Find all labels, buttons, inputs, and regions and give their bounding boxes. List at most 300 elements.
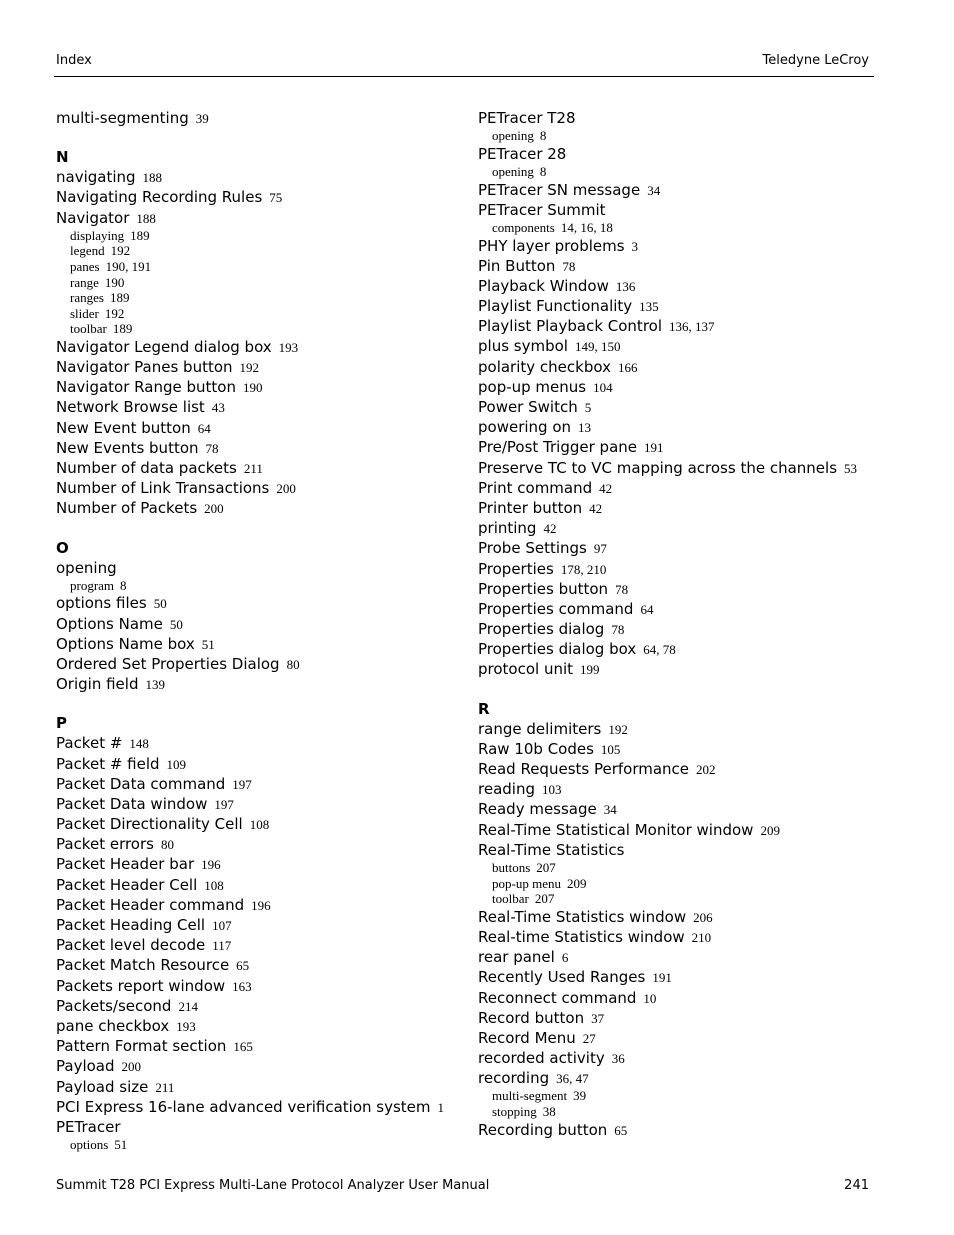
index-term: range delimiters	[478, 719, 602, 738]
index-letter-heading: P	[56, 714, 67, 733]
index-page-refs: 8	[120, 577, 127, 593]
index-entry	[478, 579, 898, 599]
index-term: Number of Packets	[56, 499, 198, 518]
index-page-refs: 34	[647, 182, 661, 198]
index-entry	[478, 296, 898, 316]
index-subentry	[56, 1137, 456, 1153]
index-term: Properties command	[478, 599, 634, 618]
index-entry	[478, 799, 898, 819]
index-term: Playlist Functionality	[478, 297, 633, 316]
index-page-refs: 53	[844, 460, 858, 476]
index-entry	[56, 774, 456, 794]
index-page-refs: 38	[542, 1104, 556, 1120]
index-page-refs: 8	[539, 128, 547, 144]
index-term: Payload size	[56, 1077, 149, 1096]
index-page-refs: 36, 47	[556, 1071, 589, 1087]
index-term: Properties	[478, 559, 554, 578]
index-page-refs: 14, 16, 18	[560, 219, 613, 235]
index-page-refs: 211	[155, 1079, 175, 1095]
index-entry	[56, 558, 456, 578]
index-term: Real-Time Statistics window	[478, 907, 687, 926]
index-term: PETracer T28	[478, 109, 576, 127]
index-page-refs: 200	[276, 481, 296, 497]
index-term: Raw 10b Codes	[478, 739, 594, 758]
index-term: reading	[478, 780, 535, 799]
index-entry	[56, 1097, 456, 1117]
index-entry	[478, 478, 898, 498]
index-term: options files	[56, 594, 147, 613]
index-entry	[56, 357, 456, 377]
index-page-refs: 43	[211, 400, 225, 416]
index-page-refs: 108	[249, 817, 270, 833]
index-page-refs: 10	[643, 990, 657, 1006]
index-subentry	[478, 860, 898, 876]
index-page-refs: 109	[166, 756, 187, 772]
index-term: PCI Express 16-lane advanced verification system	[56, 1097, 431, 1116]
index-page-refs: 78	[562, 258, 576, 274]
index-entry	[478, 927, 898, 947]
index-term: Power Switch	[478, 398, 578, 417]
index-page-refs: 65	[614, 1122, 628, 1138]
header-section-title: Index	[56, 53, 92, 68]
index-entry	[478, 1068, 898, 1088]
index-term: Packets/second	[56, 996, 172, 1015]
index-entry	[56, 754, 456, 774]
index-term: components	[492, 219, 555, 235]
index-term: Packet Data command	[56, 774, 226, 793]
index-subentry	[56, 290, 456, 306]
index-entry	[56, 733, 456, 753]
index-term: Playlist Playback Control	[478, 317, 662, 336]
index-entry	[56, 654, 456, 674]
index-entry	[56, 834, 456, 854]
index-page-refs: 190	[242, 380, 263, 396]
index-term: Record button	[478, 1008, 585, 1027]
index-entry	[56, 976, 456, 996]
index-subentry	[478, 220, 898, 236]
index-entry	[56, 208, 456, 228]
index-term: Navigator Range button	[56, 378, 236, 397]
index-term: PETracer	[56, 1117, 121, 1136]
index-term: Ready message	[478, 800, 597, 819]
index-page-refs: 27	[582, 1030, 596, 1046]
footer-page-number: 241	[844, 1178, 869, 1193]
index-term: ranges	[70, 290, 104, 306]
index-entry	[478, 276, 898, 296]
index-term: opening	[492, 128, 534, 144]
index-entry	[478, 357, 898, 377]
index-subentry	[56, 228, 456, 244]
index-term: Packet Directionality Cell	[56, 815, 243, 834]
index-page-refs: 197	[232, 776, 252, 792]
index-page-refs: 189	[130, 227, 150, 243]
index-term: printing	[478, 519, 537, 538]
index-entry	[56, 955, 456, 975]
index-letter-heading: N	[56, 148, 69, 167]
index-subentry	[478, 876, 898, 892]
index-term: pop-up menu	[492, 875, 561, 891]
index-page-refs: 166	[617, 359, 638, 375]
index-page-refs: 197	[214, 796, 234, 812]
index-entry	[478, 437, 898, 457]
index-entry	[478, 458, 898, 478]
index-entry	[478, 907, 898, 927]
index-term: Packet Match Resource	[56, 956, 230, 975]
index-subentry	[56, 259, 456, 275]
index-page-refs: 39	[195, 111, 209, 126]
index-term: opening	[492, 163, 534, 179]
index-subentry	[56, 578, 456, 594]
index-page-refs: 192	[608, 721, 628, 737]
index-entry	[478, 779, 898, 799]
index-term: multi-segmenting	[56, 109, 189, 127]
index-term: Packet Header command	[56, 895, 245, 914]
index-page-refs: 64, 78	[643, 642, 676, 658]
index-page-refs: 163	[232, 978, 252, 994]
index-page-refs: 192	[239, 360, 260, 376]
index-page-refs: 65	[236, 958, 250, 974]
index-entry	[478, 1048, 898, 1068]
index-page-refs: 200	[204, 501, 224, 517]
index-page-refs: 34	[603, 802, 617, 818]
index-page-refs: 8	[539, 163, 547, 179]
index-term: Packet errors	[56, 835, 154, 854]
index-entry	[478, 820, 898, 840]
index-page-refs: 214	[178, 998, 198, 1014]
index-term: opening	[56, 558, 117, 577]
index-term: recording	[478, 1069, 550, 1088]
index-entry	[56, 854, 456, 874]
index-entry	[56, 674, 456, 694]
index-term: Real-Time Statistics	[478, 840, 625, 859]
index-term: Number of Link Transactions	[56, 479, 270, 498]
index-entry	[56, 418, 456, 438]
index-page-refs: 210	[691, 929, 712, 945]
index-term: PHY layer problems	[478, 236, 625, 255]
index-term: Options Name	[56, 614, 163, 633]
index-term: toolbar	[492, 891, 529, 907]
index-page-refs: 196	[251, 897, 271, 913]
section-spacer	[56, 694, 456, 713]
index-page-refs: 191	[644, 440, 664, 456]
index-entry	[478, 759, 898, 779]
index-page-refs: 13	[578, 420, 592, 436]
index-letter-heading: R	[478, 699, 490, 718]
index-term: Probe Settings	[478, 539, 587, 558]
index-term: Options Name box	[56, 634, 195, 653]
section-spacer	[478, 680, 898, 699]
index-term: Packet level decode	[56, 936, 206, 955]
index-subentry	[56, 275, 456, 291]
index-term: rear panel	[478, 948, 555, 967]
index-entry	[478, 336, 898, 356]
index-entry	[478, 316, 898, 336]
index-page-refs: 192	[104, 305, 125, 321]
index-entry	[478, 200, 898, 220]
index-page-refs: 50	[153, 596, 167, 612]
index-term: panes	[70, 258, 100, 274]
index-page-refs: 188	[142, 170, 163, 186]
index-letter-heading: O	[56, 538, 69, 557]
index-entry	[478, 236, 898, 256]
index-entry	[478, 947, 898, 967]
index-page-refs: 1	[437, 1099, 445, 1115]
index-page-refs: 78	[615, 581, 629, 597]
index-entry	[478, 988, 898, 1008]
index-term: Recording button	[478, 1120, 608, 1139]
index-entry	[56, 167, 456, 187]
index-page-refs: 202	[696, 762, 716, 778]
index-page-refs: 5	[584, 400, 592, 416]
index-term: recorded activity	[478, 1049, 605, 1068]
index-term: buttons	[492, 859, 531, 875]
index-entry	[56, 875, 456, 895]
index-entry	[478, 1028, 898, 1048]
header-divider	[54, 76, 874, 77]
index-entry	[478, 1008, 898, 1028]
index-page-refs: 6	[561, 950, 569, 966]
index-entry	[478, 659, 898, 679]
index-term: slider	[70, 305, 99, 321]
index-term: PETracer SN message	[478, 180, 641, 199]
index-page-refs: 42	[589, 500, 603, 516]
index-entry	[56, 337, 456, 357]
index-term: Payload	[56, 1057, 115, 1076]
index-page-refs: 136, 137	[669, 319, 715, 335]
index-page-refs: 193	[278, 339, 299, 355]
index-page-refs: 75	[269, 190, 283, 206]
index-page-refs: 190, 191	[105, 258, 152, 274]
index-page-refs: 64	[197, 420, 211, 436]
index-page-refs: 188	[136, 210, 156, 226]
index-term: Packet Heading Cell	[56, 916, 206, 934]
index-term: Printer button	[478, 498, 583, 517]
index-entry	[478, 417, 898, 437]
index-term: Pre/Post Trigger pane	[478, 438, 638, 457]
index-term: toolbar	[70, 321, 107, 337]
index-entry	[56, 458, 456, 478]
index-subentry	[56, 306, 456, 322]
index-subentry	[478, 128, 898, 144]
index-page-refs: 80	[160, 837, 174, 853]
index-term: options	[70, 1137, 109, 1153]
index-subentry	[56, 243, 456, 259]
index-term: Recently Used Ranges	[478, 968, 646, 987]
index-entry	[56, 438, 456, 458]
index-entry	[56, 397, 456, 417]
index-page-refs: 80	[286, 656, 300, 672]
index-term: Origin field	[56, 675, 139, 694]
index-entry	[56, 1077, 456, 1097]
index-page-refs: 39	[573, 1088, 587, 1104]
index-page-refs: 42	[543, 521, 557, 537]
index-page-refs: 191	[652, 970, 672, 986]
index-entry	[478, 639, 898, 659]
index-term: Number of data packets	[56, 459, 237, 478]
index-term: Playback Window	[478, 276, 609, 295]
index-page-refs: 199	[580, 662, 600, 678]
index-entry	[478, 256, 898, 276]
index-page-refs: 117	[212, 938, 232, 954]
index-column-right	[478, 108, 898, 1140]
index-page-refs: 209	[566, 875, 587, 891]
index-page-refs: 192	[110, 243, 131, 259]
index-term: Packet Header Cell	[56, 875, 198, 894]
index-term: Packet Header bar	[56, 855, 195, 874]
index-page-refs: 97	[593, 541, 607, 557]
index-term: pop-up menus	[478, 377, 587, 396]
index-term: stopping	[492, 1104, 537, 1120]
index-entry	[478, 739, 898, 759]
index-term: Preserve TC to VC mapping across the channels	[478, 458, 838, 477]
index-entry	[478, 719, 898, 739]
index-page-refs: 36	[611, 1051, 625, 1067]
index-subentry	[478, 1088, 898, 1104]
index-entry	[56, 593, 456, 613]
index-term: Properties button	[478, 579, 609, 598]
index-term: Navigator	[56, 208, 130, 227]
index-entry	[56, 1036, 456, 1056]
index-page-refs: 51	[201, 636, 215, 652]
index-term: Packets report window	[56, 976, 226, 995]
index-entry	[56, 794, 456, 814]
index-term: navigating	[56, 168, 136, 187]
index-term: powering on	[478, 418, 572, 437]
index-page-refs: 200	[121, 1059, 141, 1075]
index-term: displaying	[70, 227, 125, 243]
index-entry	[56, 377, 456, 397]
index-entry	[478, 967, 898, 987]
index-term: multi-segment	[492, 1088, 568, 1104]
index-page-refs: 51	[114, 1137, 128, 1153]
index-entry	[478, 538, 898, 558]
index-term: New Event button	[56, 418, 191, 437]
index-page-refs: 50	[169, 616, 183, 632]
index-page-refs: 135	[639, 299, 659, 315]
index-page-refs: 78	[611, 622, 625, 638]
index-page-refs: 37	[591, 1010, 605, 1026]
index-term: Reconnect command	[478, 988, 637, 1007]
index-page-refs: 148	[129, 736, 149, 752]
index-entry	[56, 895, 456, 915]
index-page-refs: 178, 210	[560, 561, 607, 577]
index-page-refs: 206	[693, 909, 713, 925]
index-page-refs: 105	[600, 741, 621, 757]
index-page-refs: 104	[593, 379, 613, 395]
index-term: Real-Time Statistical Monitor window	[478, 820, 754, 839]
index-term: Read Requests Performance	[478, 760, 690, 779]
index-page-refs: 196	[201, 857, 221, 873]
index-column-left	[56, 108, 456, 1153]
index-term: PETracer Summit	[478, 200, 606, 219]
index-entry	[478, 180, 898, 200]
index-term: pane checkbox	[56, 1016, 170, 1035]
index-page-refs: 64	[640, 601, 654, 617]
index-term: Navigator Panes button	[56, 358, 233, 377]
index-page-refs: 207	[534, 891, 555, 907]
index-term: Record Menu	[478, 1028, 576, 1047]
index-entry	[56, 187, 456, 207]
index-term: range	[70, 274, 99, 290]
index-term: Navigating Recording Rules	[56, 188, 263, 207]
index-term: Print command	[478, 478, 593, 497]
index-term: Navigator Legend dialog box	[56, 337, 272, 356]
footer-manual-title: Summit T28 PCI Express Multi-Lane Protocol Analyzer User Manual	[56, 1178, 490, 1193]
index-entry	[478, 108, 898, 128]
index-entry	[478, 559, 898, 579]
index-page-refs: 108	[204, 877, 224, 893]
index-term: plus symbol	[478, 337, 568, 356]
index-page-refs: 103	[541, 782, 562, 798]
index-entry	[56, 1056, 456, 1076]
index-term: Ordered Set Properties Dialog	[56, 654, 280, 673]
index-page-refs: 42	[599, 480, 613, 496]
index-entry	[478, 518, 898, 538]
index-page-refs: 139	[145, 677, 165, 693]
index-entry	[478, 397, 898, 417]
index-page-refs: 136	[615, 278, 636, 294]
index-subentry	[56, 321, 456, 337]
index-entry	[478, 619, 898, 639]
index-entry	[56, 108, 456, 128]
index-term: Properties dialog box	[478, 640, 637, 659]
index-term: Packet Data window	[56, 794, 208, 813]
index-page-refs: 107	[212, 918, 232, 933]
index-term: Packet #	[56, 734, 123, 753]
index-term: PETracer 28	[478, 144, 567, 163]
index-entry	[478, 144, 898, 164]
index-page-refs: 211	[243, 461, 263, 477]
index-page-refs: 207	[536, 859, 556, 875]
index-subentry	[478, 1104, 898, 1120]
index-term: program	[70, 577, 115, 593]
index-term: Pattern Format section	[56, 1037, 227, 1056]
index-entry	[56, 634, 456, 654]
index-term: Pin Button	[478, 256, 556, 275]
index-entry	[56, 1117, 456, 1137]
index-page-refs: 149, 150	[574, 339, 621, 355]
index-entry	[478, 377, 898, 397]
index-entry	[56, 614, 456, 634]
index-entry	[478, 599, 898, 619]
index-term: protocol unit	[478, 660, 574, 679]
index-entry	[56, 935, 456, 955]
index-term: legend	[70, 243, 105, 259]
header-company-name: Teledyne LeCroy	[762, 53, 869, 68]
index-page-refs: 190	[104, 274, 125, 290]
index-page-refs: 193	[176, 1018, 196, 1034]
section-spacer	[56, 519, 456, 538]
index-term: Network Browse list	[56, 398, 205, 417]
index-term: Packet # field	[56, 754, 160, 773]
index-entry	[56, 478, 456, 498]
index-page-refs: 189	[112, 321, 133, 337]
index-page-refs: 3	[631, 238, 639, 254]
index-term: Real-time Statistics window	[478, 927, 685, 946]
index-page-refs: 209	[760, 822, 780, 838]
section-spacer	[56, 128, 456, 147]
index-entry	[478, 1120, 898, 1140]
index-term: New Events button	[56, 438, 199, 457]
index-entry	[56, 915, 456, 935]
index-entry	[56, 814, 456, 834]
index-term: Properties dialog	[478, 620, 605, 639]
index-page-refs: 165	[233, 1039, 253, 1055]
index-subentry	[478, 164, 898, 180]
index-page-refs: 189	[109, 290, 130, 306]
index-entry	[478, 498, 898, 518]
index-page-refs: 78	[205, 440, 219, 456]
